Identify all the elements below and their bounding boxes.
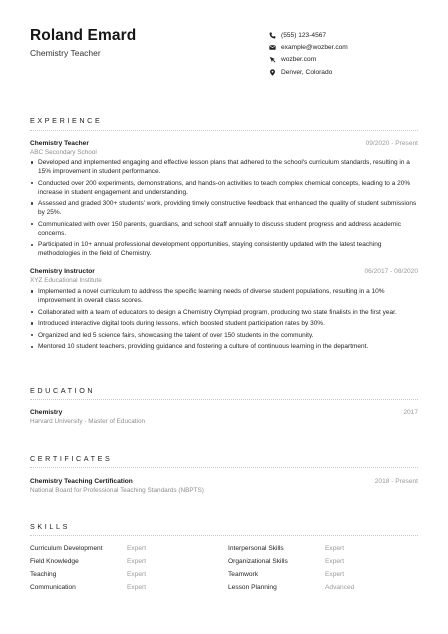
skill-name: Teaching: [30, 571, 57, 578]
job-1-bullets: [30, 158, 420, 261]
job-employer: ABC Secondary School: [30, 149, 97, 156]
candidate-name: Roland Emard: [30, 27, 137, 44]
skill-name: Lesson Planning: [228, 584, 277, 591]
skill-level: Expert: [325, 571, 345, 578]
list-item: Conducted over 200 experiments, demonstrations, and hands-on activities to teach complex chemical concepts, leading to a 20% increase in student engagement and understanding.: [30, 179, 420, 197]
degree-field: Chemistry: [30, 409, 63, 416]
education-heading: EDUCATION: [30, 386, 96, 395]
job-title: Chemistry Teacher: [30, 140, 89, 147]
skill-level: Expert: [127, 558, 147, 565]
experience-divider: [30, 130, 418, 131]
job-dates: 09/2020 - Present: [365, 140, 418, 147]
skill-name: Communication: [30, 584, 76, 591]
list-item: Implemented a novel curriculum to address the specific learning needs of diverse student populations, resulting in a 10% improvement in overall class scores.: [30, 287, 420, 305]
contact-email[interactable]: [268, 41, 348, 53]
contact-website-text: wozber.com: [281, 56, 317, 64]
graduation-date: 2017: [403, 409, 418, 416]
skill-level: Expert: [127, 584, 147, 591]
list-item: Organized and led 5 science fairs, showcasing the talent of over 150 students in the community.: [30, 331, 420, 340]
certificate-issuer: National Board for Professional Teaching Standards (NBPTS): [30, 487, 204, 494]
skill-name: Interpersonal Skills: [228, 545, 284, 552]
list-item: Introduced interactive digital tools during lessons, which boosted student participation rates by 30%.: [30, 319, 420, 328]
contact-location: [268, 66, 348, 78]
contact-email-text: example@wozber.com: [281, 43, 348, 51]
contact-phone: [268, 29, 348, 41]
skill-name: Organizational Skills: [228, 558, 288, 565]
skill-level: Expert: [127, 545, 147, 552]
candidate-title: Chemistry Teacher: [30, 48, 101, 58]
skills-heading: SKILLS: [30, 522, 70, 531]
list-item: Assessed and graded 300+ students' work, providing timely constructive feedback that enhanced the quality of student submissions by 25%.: [30, 199, 420, 217]
link-icon: [268, 56, 276, 64]
list-item: Communicated with over 150 parents, guardians, and school staff annually to discuss student progress and address academic concerns.: [30, 220, 420, 238]
list-item: Developed and implemented engaging and effective lesson plans that adhered to the school's curriculum standards, resulting in a 15% improvement in student performance.: [30, 158, 420, 176]
certificate-title: Chemistry Teaching Certification: [30, 478, 133, 485]
certificate-date: 2018 - Present: [374, 478, 418, 485]
skill-name: Curriculum Development: [30, 545, 103, 552]
experience-heading: EXPERIENCE: [30, 116, 103, 125]
skills-divider: [30, 535, 418, 536]
job-title: Chemistry Instructor: [30, 268, 95, 275]
job-2-bullets: [30, 287, 420, 354]
contact-list: [268, 29, 348, 78]
skill-level: Expert: [325, 545, 345, 552]
education-divider: [30, 399, 418, 400]
certificates-heading: CERTIFICATES: [30, 454, 113, 463]
skill-level: Advanced: [325, 584, 355, 591]
education-institution: Harvard University - Master of Education: [30, 418, 146, 425]
skill-name: Field Knowledge: [30, 558, 79, 565]
skill-name: Teamwork: [228, 571, 259, 578]
certificate-entry-header: [30, 478, 418, 485]
experience-entry-1-header: [30, 140, 418, 147]
list-item: Mentored 10 student teachers, providing guidance and fostering a culture of continuous learning in the department.: [30, 342, 420, 351]
certificates-divider: [30, 467, 418, 468]
education-entry-header: [30, 409, 418, 416]
job-employer: XYZ Educational Institute: [30, 277, 102, 284]
job-dates: 06/2017 - 08/2020: [364, 268, 418, 275]
experience-entry-2-header: [30, 268, 418, 275]
phone-icon: [268, 31, 276, 39]
list-item: Participated in 10+ annual professional development opportunities, staying consistently updated with the latest teaching methodologies in the field of Chemistry.: [30, 240, 420, 258]
location-pin-icon: [268, 68, 276, 76]
contact-phone-text: (555) 123-4567: [281, 31, 327, 39]
skill-level: Expert: [127, 571, 147, 578]
contact-website[interactable]: [268, 54, 348, 66]
email-icon: [268, 43, 276, 51]
list-item: Collaborated with a team of educators to design a Chemistry Olympiad program, producing two state finalists in the first year.: [30, 308, 420, 317]
skill-level: Expert: [325, 558, 345, 565]
contact-location-text: Denver, Colorado: [281, 68, 333, 76]
